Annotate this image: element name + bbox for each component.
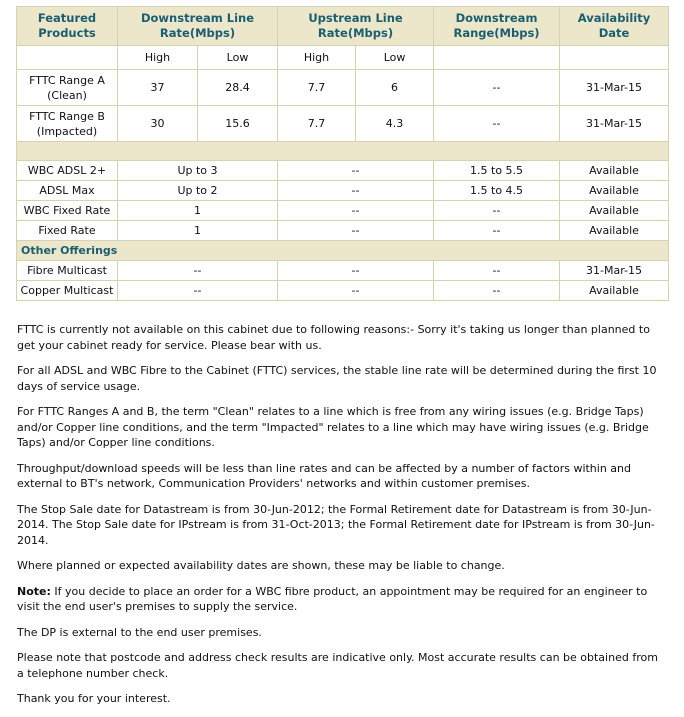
subheader-empty [434, 46, 560, 70]
availability-table [16, 6, 669, 301]
cell-up: -- [278, 181, 434, 201]
header-downstream-range: Downstream Range(Mbps) [434, 7, 560, 46]
cell-down-low: 28.4 [198, 70, 278, 106]
table-row [17, 161, 669, 181]
header-featured-products: Featured Products [17, 7, 118, 46]
table-row [17, 281, 669, 301]
row-label: Fibre Multicast [17, 261, 118, 281]
cell-down: 1 [118, 221, 278, 241]
table-row [17, 221, 669, 241]
note-appointment [17, 584, 667, 615]
cell-down-low: 15.6 [198, 106, 278, 142]
cell-date: 31-Mar-15 [560, 106, 669, 142]
table-row [17, 201, 669, 221]
row-label: FTTC Range A (Clean) [17, 70, 118, 106]
table-row [17, 261, 669, 281]
note-dp-external: The DP is external to the end user premises. [17, 625, 262, 639]
table-row [17, 70, 669, 106]
cell-down: 1 [118, 201, 278, 221]
subheader-up-high: High [278, 46, 356, 70]
subheader-empty [17, 46, 118, 70]
cell-up: -- [278, 221, 434, 241]
cell-up-high: 7.7 [278, 106, 356, 142]
cell-down: Up to 2 [118, 181, 278, 201]
cell-range: -- [434, 221, 560, 241]
note-label: Note: [17, 584, 51, 598]
subheader-up-low: Low [356, 46, 434, 70]
separator-band [17, 142, 669, 161]
cell-date: Available [560, 201, 669, 221]
subheader-down-high: High [118, 46, 198, 70]
row-label: WBC ADSL 2+ [17, 161, 118, 181]
header-downstream-line-rate: Downstream Line Rate(Mbps) [118, 7, 278, 46]
note-stable-rate: For all ADSL and WBC Fibre to the Cabinet (FTTC) services, the stable line rate will be determined during the first 10 days of service usage. [17, 364, 657, 393]
cell-date: Available [560, 281, 669, 301]
cell-range: -- [434, 201, 560, 221]
separator-cell [17, 142, 669, 161]
note-dates-liable: Where planned or expected availability dates are shown, these may be liable to change. [17, 559, 505, 572]
cell-up-low: 4.3 [356, 106, 434, 142]
row-label: ADSL Max [17, 181, 118, 201]
cell-down: -- [118, 261, 278, 281]
cell-range: -- [434, 261, 560, 281]
cell-date: Available [560, 221, 669, 241]
row-label: Copper Multicast [17, 281, 118, 301]
note-throughput: Throughput/download speeds will be less than line rates and can be affected by a number of factors within and external to BT's network, Communication Providers' networks and within customer premises. [17, 461, 632, 490]
cell-date: Available [560, 161, 669, 181]
cell-date: 31-Mar-15 [560, 261, 669, 281]
table-row [17, 181, 669, 201]
note-text: If you decide to place an order for a WBC fibre product, an appointment may be required for an engineer to visit the end user's premises to supply the service. [17, 584, 648, 613]
subheader-down-low: Low [198, 46, 278, 70]
cell-down: -- [118, 281, 278, 301]
row-label: FTTC Range B (Impacted) [17, 106, 118, 142]
cell-down-high: 30 [118, 106, 198, 142]
note-fttc-unavailable: FTTC is currently not available on this cabinet due to following reasons:- Sorry it's taking us longer than planned to get your cabinet ready for service. Please bear with us. [17, 323, 650, 352]
cell-date: Available [560, 181, 669, 201]
cell-down: Up to 3 [118, 161, 278, 181]
cell-up-high: 7.7 [278, 70, 356, 106]
cell-range: -- [434, 281, 560, 301]
row-label: Fixed Rate [17, 221, 118, 241]
cell-range: 1.5 to 4.5 [434, 181, 560, 201]
subheader-empty [560, 46, 669, 70]
cell-up-low: 6 [356, 70, 434, 106]
section-heading-row [17, 241, 669, 261]
cell-up: -- [278, 161, 434, 181]
note-clean-impacted: For FTTC Ranges A and B, the term "Clean" relates to a line which is free from any wiring issues (e.g. Bridge Taps) and/or Copper line conditions, and the term "Impacted" relates to a line which may have wiring issues (e.g. Bridge Taps) and/or Copper line conditions. [17, 405, 649, 449]
cell-date: 31-Mar-15 [560, 70, 669, 106]
note-postcode: Please note that postcode and address check results are indicative only. Most accurate results can be obtained from a telephone number check. [17, 651, 658, 680]
note-thanks: Thank you for your interest. [17, 692, 171, 705]
cell-up: -- [278, 261, 434, 281]
cell-range: -- [434, 70, 560, 106]
cell-range: 1.5 to 5.5 [434, 161, 560, 181]
cell-range: -- [434, 106, 560, 142]
table-row [17, 106, 669, 142]
row-label: WBC Fixed Rate [17, 201, 118, 221]
cell-up: -- [278, 201, 434, 221]
note-stop-sale: The Stop Sale date for Datastream is from 30-Jun-2012; the Formal Retirement date for Datastream is from 30-Jun-2014. The Stop Sale date for IPstream is from 31-Oct-2013; the Formal Retirement date for IPstream is from 30-Jun-2014. [17, 502, 655, 547]
header-availability-date: Availability Date [560, 7, 669, 46]
other-offerings-heading: Other Offerings [17, 241, 669, 261]
cell-up: -- [278, 281, 434, 301]
cell-down-high: 37 [118, 70, 198, 106]
header-upstream-line-rate: Upstream Line Rate(Mbps) [278, 7, 434, 46]
notes-section [17, 322, 667, 717]
